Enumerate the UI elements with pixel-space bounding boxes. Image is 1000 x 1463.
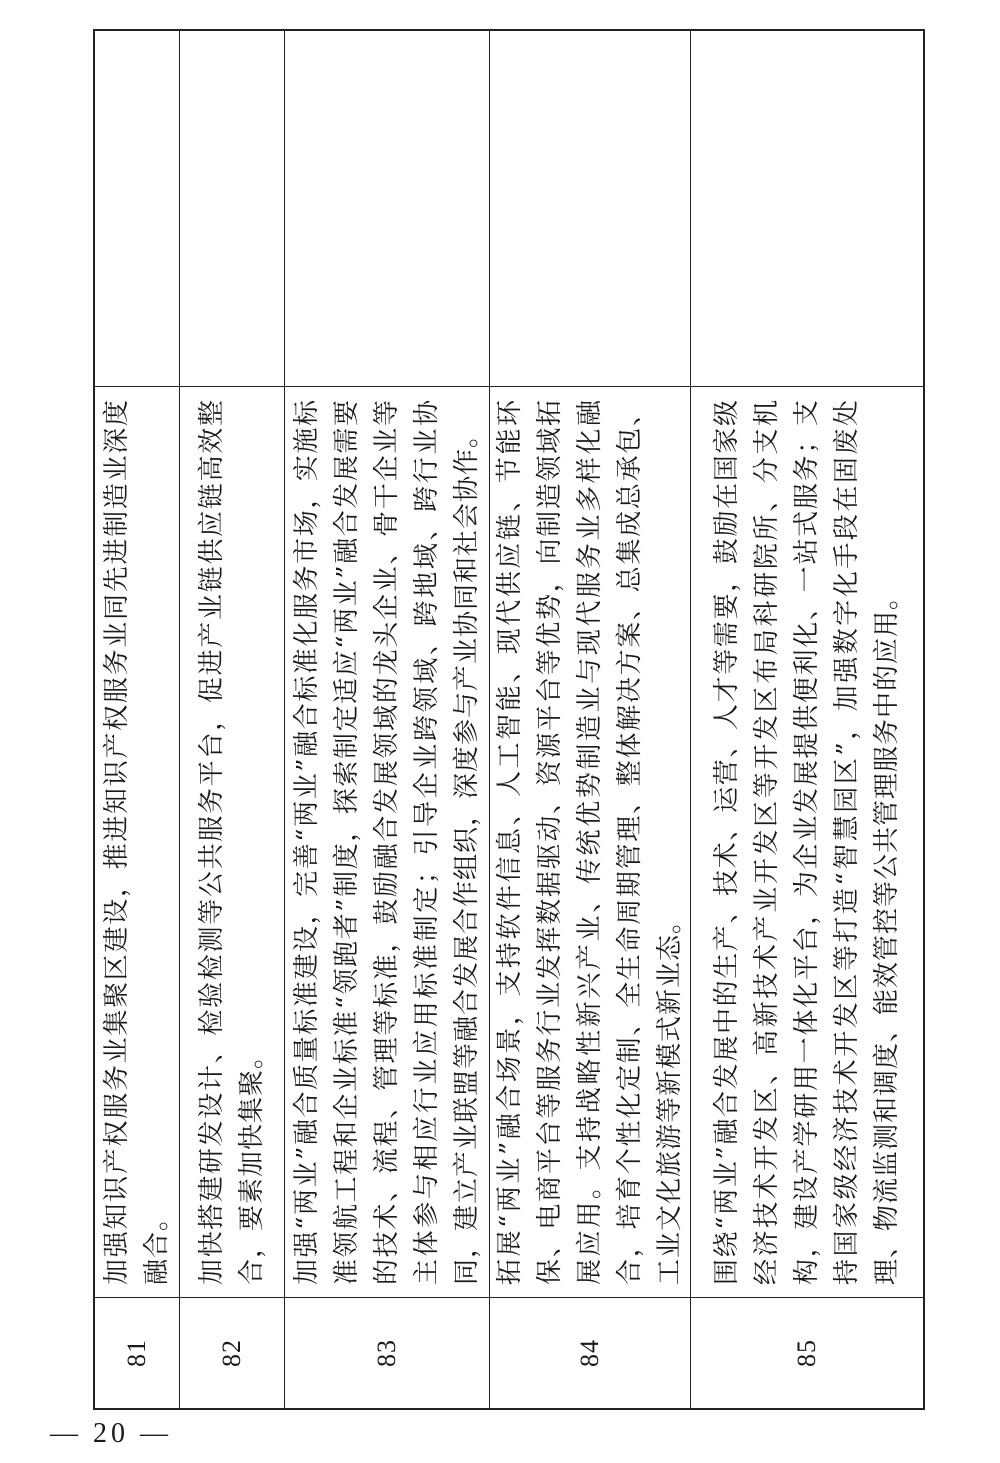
row-content: 围绕“两业”融合发展中的生产、技术、运营、人才等需要，鼓励在国家级经济技术开发区、高新技术产业开发区等开发区布局科研院所、分支机构，建设产学研用一体化平台，为企业发展提供便利化、一站式服务；支持国家级经济技术开发区等打造“智慧园区”，加强数字化手段在固废处理、物流监测和调度、能效管控等公共管理服务中的应用。: [690, 387, 924, 1298]
row-note: [690, 30, 924, 387]
table-row: [690, 30, 924, 1409]
table-row: [179, 30, 284, 1409]
row-note: [284, 30, 489, 387]
row-number: 81: [94, 1298, 179, 1410]
row-note: [489, 30, 690, 387]
row-number: 82: [179, 1298, 284, 1410]
measures-table: [93, 29, 925, 1410]
row-note: [179, 30, 284, 387]
row-number: 85: [690, 1298, 924, 1410]
row-number: 83: [284, 1298, 489, 1410]
table-row: [94, 30, 179, 1409]
row-content: 加强知识产权服务业集聚区建设，推进知识产权服务业同先进制造业深度融合。: [94, 387, 179, 1298]
row-number: 84: [489, 1298, 690, 1410]
table-row: [489, 30, 690, 1409]
table-row: [284, 30, 489, 1409]
rotated-table-wrapper: [93, 35, 922, 1410]
row-note: [94, 30, 179, 387]
row-content: 加强“两业”融合质量标准建设，完善“两业”融合标准化服务市场，实施标准领航工程和企业标准“领跑者”制度，探索制定适应“两业”融合发展需要的技术、流程、管理等标准，鼓励融合发展领域的龙头企业、骨干企业等主体参与相应行业应用标准制定；引导企业跨领域、跨地域、跨行业协同，建立产业联盟等融合发展合作组织，深度参与产业协同和社会协作。: [284, 387, 489, 1298]
page-number: — 20 —: [50, 1418, 172, 1449]
row-content: 拓展“两业”融合场景，支持软件信息、人工智能、现代供应链、节能环保、电商平台等服务行业发挥数据驱动、资源平台等优势，向制造领域拓展应用。支持战略性新兴产业、传统优势制造业与现代服务业多样化融合，培育个性化定制、全生命周期管理、整体解决方案、总集成总承包、工业文化旅游等新模式新业态。: [489, 387, 690, 1298]
row-content: 加快搭建研发设计、检验检测等公共服务平台，促进产业链供应链高效整合，要素加快集聚。: [179, 387, 284, 1298]
